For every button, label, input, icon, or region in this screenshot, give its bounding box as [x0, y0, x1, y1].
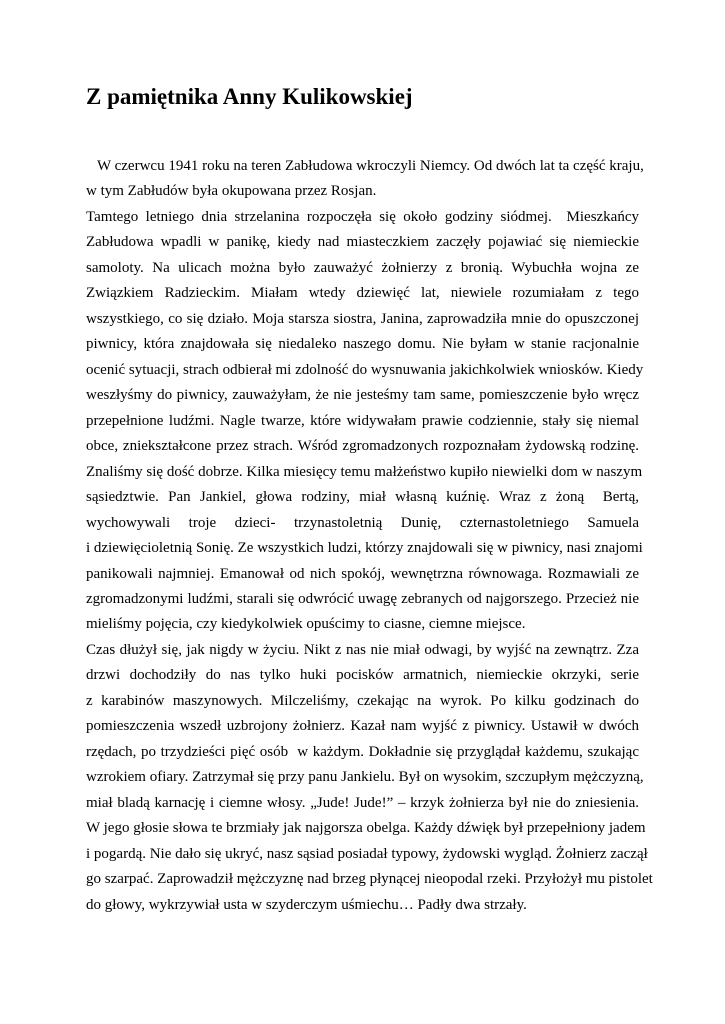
text-line: ocenić sytuacji, strach odbierał mi zdolność do wysnuwania jakichkolwiek wniosków. Kiedy: [86, 361, 644, 378]
text-line: weszłyśmy do piwnicy, zauważyłam, że nie jesteśmy tam same, pomieszczenie było wręcz: [86, 387, 639, 404]
text-line: Związkiem Radzieckim. Miałam wtedy dziewięć lat, niewiele rozumiałam z tego: [86, 285, 639, 302]
text-line: do głowy, wykrzywiał usta w szyderczym uśmiechu… Padły dwa strzały.: [86, 896, 527, 913]
text-line: piwnicy, która znajdowała się niedaleko naszego domu. Nie byłam w stanie racjonalnie: [86, 336, 639, 353]
text-line: Tamtego letniego dnia strzelanina rozpoczęła się około godziny siódmej. Mieszkańcy: [86, 208, 639, 225]
text-line: panikowali najmniej. Emanował od nich spokój, wewnętrzna równowaga. Rozmawiali ze: [86, 565, 639, 582]
text-line: rzędach, po trzydzieści pięć osób w każdym. Dokładnie się przyglądał każdemu, szukając: [86, 743, 639, 760]
text-line: przepełnione ludźmi. Nagle twarze, które widywałam prawie codziennie, stały się niemal: [86, 412, 639, 429]
text-line: obce, zniekształcone przez strach. Wśród zgromadzonych rozpoznałam żydowską rodzinę.: [86, 438, 639, 455]
text-line: miał bladą karnację i ciemne włosy. „Jude! Jude!” – krzyk żołnierza był nie do zniesienia.: [86, 794, 639, 811]
text-line: wychowywali troje dzieci- trzynastoletnią Dunię, czternastoletniego Samuela: [86, 514, 639, 531]
text-line: w tym Zabłudów była okupowana przez Rosjan.: [86, 183, 377, 200]
text-line: Zabłudowa wpadli w panikę, kiedy nad miasteczkiem zaczęły pojawiać się niemieckie: [86, 234, 639, 251]
text-line: pomieszczenia wszedł uzbrojony żołnierz. Kazał nam wyjść z piwnicy. Ustawił w dwóch: [86, 718, 639, 735]
text-line: mieliśmy pojęcia, czy kiedykolwiek opuścimy to ciasne, ciemne miejsce.: [86, 616, 526, 633]
text-line: W czerwcu 1941 roku na teren Zabłudowa wkroczyli Niemcy. Od dwóch lat ta część kraju,: [86, 158, 644, 174]
text-line: drzwi dochodziły do nas tylko huki pocisków armatnich, niemieckie okrzyki, serie: [86, 667, 639, 684]
text-line: z karabinów maszynowych. Milczeliśmy, czekając na wyrok. Po kilku godzinach do: [86, 692, 639, 709]
text-line: samoloty. Na ulicach można było zauważyć żołnierzy z bronią. Wybuchła wojna ze: [86, 259, 639, 276]
text-line: sąsiedztwie. Pan Jankiel, głowa rodziny, miał własną kuźnię. Wraz z żoną Bertą,: [86, 489, 639, 506]
text-line: wzrokiem ofiary. Zatrzymał się przy panu Jankielu. Był on wysokim, szczupłym mężczyzną,: [86, 769, 644, 786]
text-line: Znaliśmy się dość dobrze. Kilka miesięcy temu małżeństwo kupiło niewielki dom w naszym: [86, 463, 643, 480]
text-line: i dziewięcioletnią Sonię. Ze wszystkich ludzi, którzy znajdowali się w piwnicy, nasi znajomi: [86, 540, 643, 557]
text-line: go szarpać. Zaprowadził mężczyznę nad brzeg płynącej nieopodal rzeki. Przyłożył mu pistolet: [86, 871, 653, 888]
text-line: wszystkiego, co się działo. Moja starsza siostra, Janina, zaprowadziła mnie do opuszczonej: [86, 310, 639, 327]
text-line: i pogardą. Nie dało się ukryć, nasz sąsiad posiadał typowy, żydowski wygląd. Żołnierz zaczął: [86, 845, 648, 862]
text-line: W jego głosie słowa te brzmiały jak najgorsza obelga. Każdy dźwięk był przepełniony jadem: [86, 820, 646, 837]
text-line: Czas dłużył się, jak nigdy w życiu. Nikt z nas nie miał odwagi, by wyjść na zewnątrz. Zza: [86, 641, 639, 658]
document-title: Z pamiętnika Anny Kulikowskiej: [86, 84, 413, 109]
text-line: zgromadzonymi ludźmi, starali się odwrócić uwagę zebranych od najgorszego. Przecież nie: [86, 590, 639, 607]
